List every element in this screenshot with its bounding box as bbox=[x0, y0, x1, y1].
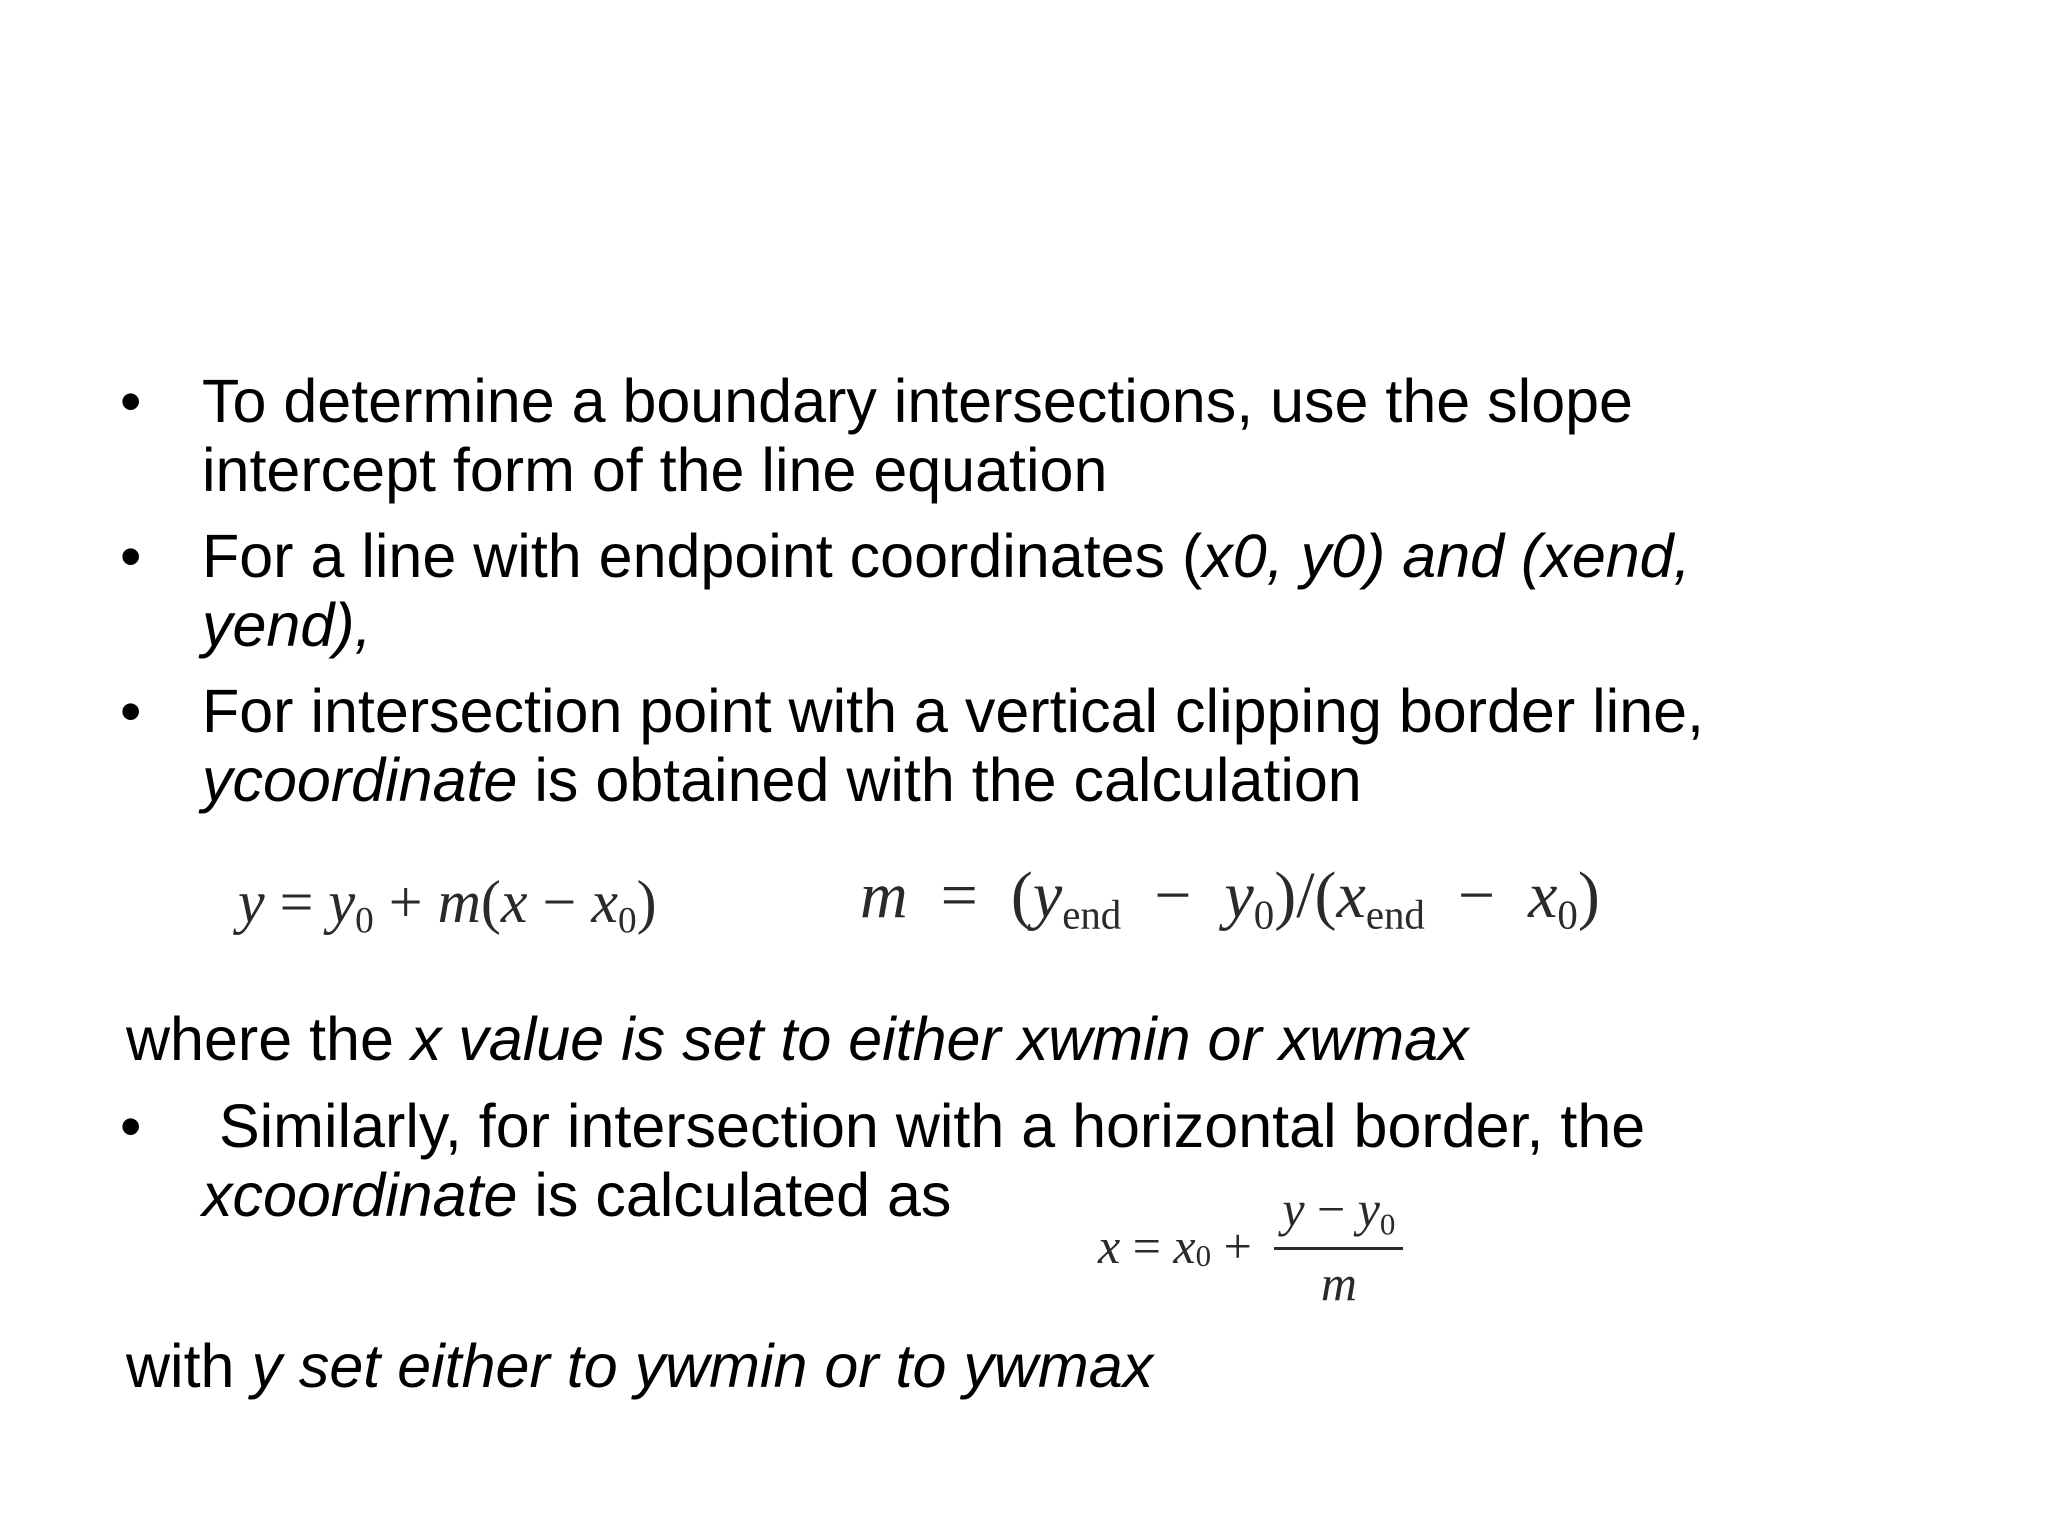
math-symbol: y bbox=[1224, 859, 1254, 932]
math-symbol: x bbox=[591, 869, 619, 935]
text-plain: is calculated as bbox=[517, 1161, 952, 1229]
bullet-symbol: • bbox=[120, 522, 142, 590]
text-italic: x value is set to either xwmin or xwmax bbox=[410, 1005, 1469, 1073]
math-subscript: 0 bbox=[1253, 892, 1275, 938]
math-operator: + bbox=[373, 869, 438, 935]
equation-x bbox=[1098, 1180, 1403, 1312]
bullet-line bbox=[202, 522, 1882, 591]
math-symbol: x bbox=[1173, 1217, 1196, 1274]
math-paren: ( bbox=[1010, 859, 1033, 932]
math-paren: ( bbox=[480, 869, 501, 935]
math-symbol: x bbox=[1098, 1217, 1121, 1274]
math-fraction bbox=[1274, 1180, 1403, 1312]
math-paren: )/( bbox=[1274, 859, 1337, 932]
bullet-text bbox=[202, 677, 1882, 815]
equation-y bbox=[238, 868, 657, 942]
math-symbol: y bbox=[328, 869, 356, 935]
math-subscript: 0 bbox=[1379, 1206, 1396, 1242]
text-plain: with bbox=[126, 1332, 252, 1400]
math-paren: ) bbox=[1577, 859, 1600, 932]
bullet-text bbox=[202, 522, 1882, 660]
math-subscript: end bbox=[1365, 892, 1425, 938]
bullet-line bbox=[202, 1161, 1882, 1230]
text-italic: x0, y0) and (xend, bbox=[1202, 522, 1691, 590]
bullet-line: intercept form of the line equation bbox=[202, 436, 1108, 504]
fraction-numerator bbox=[1274, 1180, 1403, 1250]
math-operator: − bbox=[1304, 1181, 1358, 1237]
text-plain: is obtained with the calculation bbox=[517, 746, 1362, 814]
math-symbol: y bbox=[1032, 859, 1063, 932]
fraction-denominator: m bbox=[1320, 1254, 1357, 1311]
text-italic: ycoordinate bbox=[202, 746, 518, 814]
text-plain: For a line with endpoint coordinates ( bbox=[202, 522, 1203, 590]
math-symbol: m bbox=[437, 869, 481, 935]
math-symbol: y bbox=[1357, 1181, 1380, 1237]
math-operator: − bbox=[1121, 859, 1225, 932]
math-operator: − bbox=[1424, 859, 1529, 932]
equation-slope bbox=[860, 858, 1600, 938]
math-operator: = bbox=[907, 859, 1011, 932]
bullet-line bbox=[202, 591, 1882, 660]
bullet-line: Similarly, for intersection with a horizontal border, the bbox=[202, 1092, 1646, 1160]
math-subscript: 0 bbox=[618, 900, 637, 942]
math-symbol: m bbox=[860, 859, 908, 932]
where-line bbox=[126, 1005, 1926, 1074]
bullet-line: For intersection point with a vertical clipping border line, bbox=[202, 677, 1705, 745]
math-symbol: x bbox=[500, 869, 528, 935]
bullet-text bbox=[202, 1092, 1882, 1230]
math-subscript: 0 bbox=[1557, 892, 1578, 938]
bullet-text bbox=[202, 367, 1882, 505]
with-line bbox=[126, 1332, 1926, 1401]
math-symbol: y bbox=[238, 869, 265, 935]
bullet-symbol: • bbox=[120, 677, 142, 745]
math-operator: = bbox=[1120, 1217, 1174, 1274]
math-symbol: x bbox=[1336, 859, 1366, 932]
text-italic: xcoordinate bbox=[202, 1161, 518, 1229]
bullet-line: To determine a boundary intersections, use the slope bbox=[202, 367, 1633, 435]
math-symbol: x bbox=[1528, 859, 1558, 932]
math-symbol: y bbox=[1282, 1181, 1305, 1237]
text-italic: yend), bbox=[202, 591, 372, 659]
math-operator: + bbox=[1211, 1217, 1265, 1274]
math-paren: ) bbox=[636, 869, 657, 935]
text-plain: where the bbox=[126, 1005, 411, 1073]
math-subscript: 0 bbox=[355, 900, 374, 942]
text-italic: y set either to ywmin or to ywmax bbox=[251, 1332, 1154, 1400]
bullet-symbol: • bbox=[120, 367, 142, 435]
bullet-symbol: • bbox=[120, 1092, 142, 1160]
math-operator: = bbox=[264, 869, 329, 935]
math-subscript: end bbox=[1062, 892, 1122, 938]
bullet-line bbox=[202, 746, 1882, 815]
math-operator: − bbox=[527, 869, 592, 935]
math-subscript: 0 bbox=[1195, 1237, 1212, 1273]
